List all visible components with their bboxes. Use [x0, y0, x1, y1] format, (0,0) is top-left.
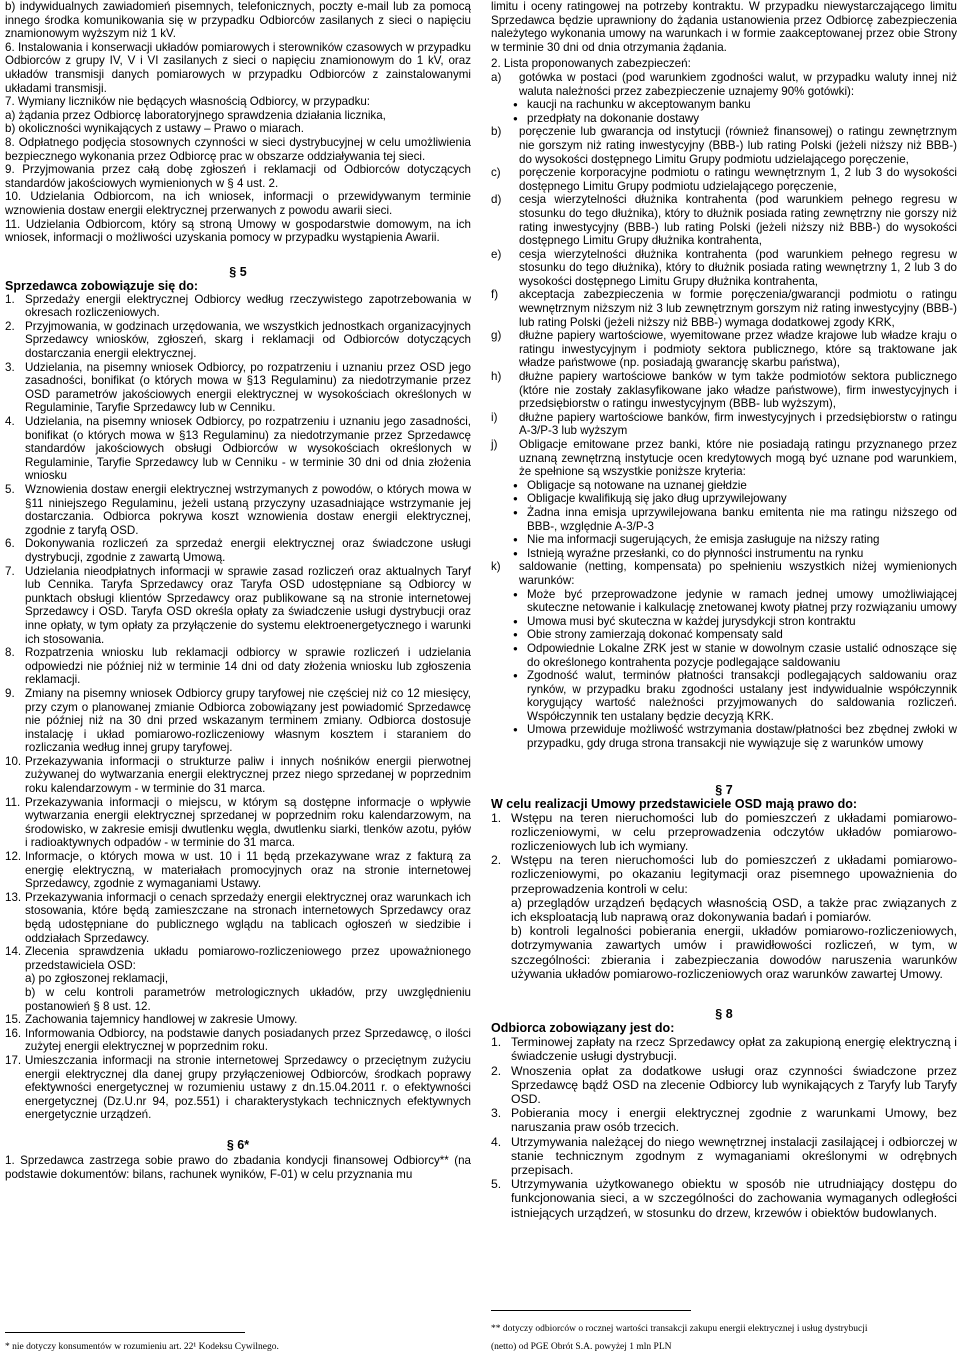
- bullet-icon: ●: [513, 100, 518, 110]
- section-5-item-text: Wznowienia dostaw energii elektrycznej wstrzymanych z powodów, o których mowa w §11 niniejszego Regulaminu, jeżeli ustaną przyczyny uzasadniające wstrzymanie jej dostarczania. Odbiorca pokrywa koszt wznowienia dostaw energii elektrycznej, zgodnie z taryfą OSD.: [25, 483, 471, 537]
- paragraph-6-2: 2. Lista proponowanych zabezpieczeń:: [491, 57, 691, 71]
- collateral-item: [491, 125, 957, 166]
- item-j-bullet-text: Nie ma informacji sugerujących, że emisja zasługuje na niższy rating: [527, 533, 880, 547]
- collateral-item: [491, 438, 957, 479]
- section-5-item: [5, 796, 471, 850]
- section-8-item-text: Wnoszenia opłat za dodatkowe usługi oraz czynności świadczone przez Sprzedawcę bądź OSD na zlecenie Odbiorcy lub wynikających z Taryfy lub Taryfy OSD.: [511, 1063, 957, 1106]
- section-5-item-number: 6.: [5, 537, 15, 551]
- footnote-right-line-1: ** dotyczy odbiorców o rocznej wartości transakcji zakupu energii elektrycznej i usług dystrybucji: [491, 1324, 868, 1334]
- section-7-item-text: Wstępu na teren nieruchomości lub do pomieszczeń z układami pomiarowo-rozliczeniowymi, po okazaniu legitymacji oraz pisemnego upoważnienia do przeprowadzenia kontroli w celu:: [511, 853, 957, 896]
- section-6-paragraph-1: 1. Sprzedawca zastrzega sobie prawo do zbadania kondycji finansowej Odbiorcy** (na podstawie dokumentów: bilans, rachunek wyników, F-01) w celu przyznania mu: [5, 1153, 471, 1181]
- section-7-item-number: 1.: [491, 810, 502, 825]
- section-8-item-text: Utrzymywania należącej do niego wewnętrznej instalacji zasilającej i odbiorczej w stanie technicznym zgodnym z wymaganiami określonymi w odrębnych przepisach.: [511, 1134, 957, 1177]
- section-5-item-text: Przekazywania informacji o strukturze paliw i innych nośników energii pierwotnej zużywanej do wytwarzania energii elektrycznej przez niego sprzedanej w poprzednim roku kalendarzowym - w terminie do 31 marca.: [25, 754, 471, 796]
- section-5-item: [5, 1013, 471, 1027]
- section-5-item: [5, 891, 471, 945]
- section-5-item-number: 12.: [5, 850, 22, 864]
- collateral-item-text: akceptacja zabezpieczenia w formie poręczenia/gwarancji podmiotu o ratingu wewnętrznym niższym niż 3 lub zewnętrznym gorszym niż rating inwestycyjny (BBB-) lub rating Polski (jeżeli niższy niż BBB-) wymaga dodatkowej zgody KRK,: [519, 288, 957, 329]
- section-5-item: [5, 850, 471, 891]
- section-5-item-text: Rozpatrzenia wniosku lub reklamacji odbiorcy w sprawie rozliczeń i udzielania odpowiedzi nie później niż w terminie 14 dni od daty złożenia wniosku lub zgłoszenia reklamacji.: [25, 646, 471, 687]
- item-14b: b) w celu kontroli parametrów metrologicznych układów, przy uwzględnieniu postanowień § 8 ust. 12.: [25, 985, 471, 1013]
- collateral-item-text: dłużne papiery wartościowe banków w tym także podmiotów sektora publicznego (które nie zostały zaklasyfikowane jako władze państwowe), firm inwestycyjnych i przedsiębiorstw o ratingu inwestycyjnym (BBB- lub wyższym),: [519, 370, 957, 411]
- section-7-item: [491, 853, 957, 896]
- item-j-bullets: [491, 479, 957, 561]
- item-j-bullet: [491, 547, 957, 561]
- item-k-bullet: [491, 723, 957, 750]
- collateral-item-text: dłużne papiery wartościowe, wyemitowane przez władze krajowe lub władze kraju o ratingu inwestycyjnym i podmioty sektora publicznego, które są traktowane jak władze państwowe (np. posiadają gwarancję skarbu państwa),: [519, 329, 957, 370]
- section-8-item: [491, 1035, 957, 1063]
- section-5-item-number: 5.: [5, 483, 15, 496]
- item-j-bullet: [491, 506, 957, 533]
- section-5-item: [5, 646, 471, 687]
- footnote-separator-right: [491, 1310, 691, 1311]
- paragraph-4-11: 11. Udzielania Odbiorcom, który są stroną Umowy w gospodarstwie domowym, na ich wniosek, informacji o możliwości uzyskania pomocy w przypadku wystąpienia Awarii.: [5, 217, 471, 245]
- section-5-item-number: 10.: [5, 754, 22, 768]
- section-5-item: [5, 1054, 471, 1122]
- collateral-item: [491, 193, 957, 247]
- section-5-item-text: Przyjmowania, w godzinach urzędowania, we wszystkich jednostkach organizacyjnych Sprzedawcy wniosków, zgłoszeń, skarg i reklamacji od Odbiorców dotyczących dostarczania energii elektrycznej.: [25, 319, 471, 361]
- section-8-item-number: 1.: [491, 1035, 502, 1050]
- paragraph-6-1-continued: limitu i oceny ratingowej na potrzeby kontraktu. W przypadku niewystarczającego limitu Sprzedawca będzie uprawniony do żądania ustanowienia przez Odbiorcę zabezpieczenia należytego wykonania umowy na warunkach i w formie zaakceptowanej przez obie Strony w terminie 30 dni od dnia otrzymania żądania.: [491, 0, 957, 54]
- collateral-list: [491, 125, 957, 478]
- bullet-icon: ●: [513, 589, 518, 599]
- section-5-item: [5, 565, 471, 647]
- section-5-item-text: Zlecenia sprawdzenia układu pomiarowo-rozliczeniowego przez upoważnionego przedstawiciela OSD:: [25, 945, 471, 972]
- item-k: [491, 560, 957, 587]
- section-5-item: [5, 537, 471, 564]
- item-k-label: k): [491, 560, 501, 574]
- section-5-item-number: 15.: [5, 1013, 22, 1027]
- section-8-item-text: Utrzymywania użytkowanego obiektu w sposób nie utrudniający dostępu do funkcjonowania sieci, a w szczególności do zachowania wymaganych odległości istniejących urządzeń, w stosunku do drzew, krzewów i obiektów budowlanych.: [511, 1177, 957, 1220]
- section-5-item: [5, 415, 471, 483]
- collateral-item: [491, 248, 957, 289]
- section-5-item-text: Zachowania tajemnicy handlowej w zakresie Umowy.: [25, 1013, 298, 1027]
- item-k-bullet-text: Umowa przewiduje możliwość wstrzymania dostaw/płatności bez zbędnej zwłoki w przypadku, gdy druga strona transakcji nie wywiązuje się z warunków umowy: [527, 723, 957, 751]
- paragraph-4-7b: b) okoliczności wynikających z ustawy – Prawo o miarach.: [5, 122, 304, 136]
- item-k-bullet-text: Umowa musi być skuteczna w każdej jurysdykcji stron kontraktu: [527, 614, 856, 628]
- footnote-left: * nie dotyczy konsumentów w rozumieniu art. 22¹ Kodeksu Cywilnego.: [5, 1342, 279, 1352]
- section-5-item-text: Przekazywania informacji o cenach sprzedaży energii elektrycznej oraz warunkach ich stosowania, które będą zamieszczane na stronach internetowych Sprzedawcy oraz będą udostępniane do publicznego wglądu na tablicach ogłoszeń w siedzibie i oddziałach Sprzedawcy.: [25, 890, 471, 945]
- section-8-item-text: Terminowej zapłaty na rzecz Sprzedawcy opłat za zakupioną energię elektryczną i świadczenie usługi dystrybucji.: [511, 1035, 957, 1064]
- section-8-item-number: 4.: [491, 1134, 502, 1149]
- bullet-icon: ●: [513, 725, 518, 735]
- section-5-item-text: Udzielania, na pisemny wniosek Odbiorcy, po rozpatrzeniu i uznaniu jego zasadności, bonifikat (o których mowa w §13 Regulaminu) za niedotrzymanie przez Sprzedawcę standardów jakościowych obsługi Odbiorców w wysokościach określonych w Regulaminie, Taryfie Sprzedawcy lub w Cenniku - w terminie 30 dni od dnia złożenia wniosku: [25, 415, 471, 483]
- collateral-item-text: poręczenie lub gwarancja od instytucji (również finansowej) o ratingu zewnętrznym nie gorszym niż rating inwestycyjny (BBB-) lub rating Polski (jeżeli niższy niż BBB-) do wysokości dostępnego Limitu Grupy podmiotu udzielającego poręczenie,: [519, 125, 957, 166]
- section-8-heading: Odbiorca zobowiązany jest do:: [491, 1021, 675, 1036]
- section-8-item-number: 3.: [491, 1106, 502, 1121]
- section-5-item: [5, 320, 471, 361]
- item-2a-text: gotówka w postaci (pod warunkiem zgodności walut, w przypadku waluty innej niż waluta należności przez zabezpieczenie uznajemy 90% gotówki):: [519, 70, 957, 98]
- section-5-heading: Sprzedawca zobowiązuje się do:: [5, 278, 199, 293]
- section-5-title: § 5: [229, 264, 247, 279]
- item-k-bullet-text: Zgodność walut, terminów płatności transakcji podlegających saldowaniu oraz rynków, w przypadku braku zgodności ustalany jest indywidualnie współczynnik korygujący wartość należności przyjmowanych do saldowania rozliczeń. Współczynnik ten ustalany będzie decyzją KRK.: [527, 669, 957, 723]
- section-5-item: [5, 361, 471, 415]
- item-j-bullet: [491, 479, 957, 493]
- paragraph-5b: b) indywidualnych zawiadomień pisemnych, telefonicznych, poczty e-mail lub za pomocą innego środka komunikowania się w przypadku Odbiorców zasilanych z sieci o napięciu znamionowym wyższym niż 1 kV.: [5, 0, 471, 41]
- paragraph-4-7a: a) żądania przez Odbiorcę laboratoryjnego sprawdzenia działania licznika,: [5, 108, 386, 122]
- paragraph-4-7: 7. Wymiany liczników nie będących własnością Odbiorcy, w przypadku:: [5, 95, 371, 109]
- item-2a-bullet: [491, 98, 957, 112]
- section-5-item-number: 13.: [5, 890, 22, 904]
- section-7-item-text: Wstępu na teren nieruchomości lub do pomieszczeń z układami pomiarowo-rozliczeniowymi, w celu przeprowadzenia odczytów układów pomiarowo-rozliczeniowych lub ich wymiany.: [511, 810, 957, 854]
- item-2a-label: a): [491, 70, 502, 84]
- bullet-icon: ●: [513, 507, 518, 517]
- section-7-list: [491, 811, 957, 896]
- section-5-item-number: 16.: [5, 1026, 22, 1040]
- collateral-item-number: g): [491, 329, 502, 343]
- bullet-icon: ●: [513, 671, 518, 681]
- section-5-item-text: Przekazywania informacji o miejscu, w którym są dostępne informacje o wpływie wytwarzania energii elektrycznej sprzedanej w poprzednim roku kalendarzowym, na środowisko, w zakresie emisji dwutlenku węgla, dwutlenku siarki, tlenków azotu, pyłów i radioaktywnych odpadów - w terminie do 31 marca.: [25, 795, 471, 850]
- section-5-item-number: 8.: [5, 646, 15, 660]
- section-5-item-number: 4.: [5, 415, 15, 429]
- section-5-item-text: Udzielania, na pisemny wniosek Odbiorcy, po rozpatrzeniu i uznaniu przez OSD jego zasadności, bonifikat (o których mowa w §13 Regulaminu) za niedotrzymanie przez OSD parametrów jakościowych energii elektrycznej w wysokościach określonych w Regulaminie, Taryfie Sprzedawcy lub w Cenniku.: [25, 360, 471, 415]
- section-5-item-number: 3.: [5, 360, 15, 374]
- section-5-item-text: Zmiany na pisemny wniosek Odbiorcy grupy taryfowej nie częściej niż co 12 miesięcy, przy czym o planowanej zmianie Odbiorca zobowiązany jest powiadomić Sprzedawcę nie później niż na 30 dni przed wskazanym terminem zmiany. Odbiorca dostosuje instalację i układ pomiarowo-rozliczeniowy własnym kosztem i staraniem do rozliczania według innej grupy taryfowej.: [25, 686, 471, 755]
- section-5-item-text: Sprzedaży energii elektrycznej Odbiorcy według rzeczywistego zapotrzebowania w okresach rozliczeniowych.: [25, 292, 471, 320]
- section-7-2b: b) kontroli legalności pobierania energii, układów pomiarowo-rozliczeniowych, dotrzymywania zawartych umów i prawidłowości rozliczeń, w tym, w szczególności: zbierania i zabezpieczania dowodów naruszenia warunków używania układów pomiarowo-rozliczeniowych oraz warunków zawartej Umowy.: [511, 924, 957, 981]
- paragraph-4-9: 9. Przyjmowania przez całą dobę zgłoszeń i reklamacji od Odbiorców dotyczących standardów jakościowych wymienionych w § 4 ust. 2.: [5, 163, 471, 190]
- item-k-bullet: [491, 628, 957, 642]
- collateral-item-text: cesja wierzytelności dłużnika kontrahenta (pod warunkiem pełnego regresu w stosunku do tego dłużnika), który to dłużnik posiada rating zewnętrzny nie gorszy niż rating inwestycyjny (BBB-) lub rating Polski (jeżeli niższy niż BBB-) do wysokości dostępnego Limitu Grupy dłużnika kontrahenta,: [519, 193, 957, 248]
- item-2a-bullet-text: kaucji na rachunku w akceptowanym banku: [527, 98, 751, 112]
- section-5-item-number: 11.: [5, 795, 21, 809]
- collateral-item-number: i): [491, 410, 498, 424]
- right-column: [491, 0, 957, 1220]
- section-5-item-text: Informacje, o których mowa w ust. 10 i 11 będą przekazywane wraz z fakturą za energię elektryczną, w materiałach promocyjnych oraz na stronie internetowej Sprzedawcy, zgodnie z wymaganiami Ustawy.: [25, 850, 471, 891]
- section-7-2a: a) przeglądów urządzeń będących własnością OSD, a także prac związanych z ich eksploatacją lub naprawą oraz dokonywania badań i pomiarów.: [511, 895, 957, 925]
- item-k-bullet: [491, 642, 957, 669]
- item-k-bullet: [491, 588, 957, 615]
- bullet-icon: ●: [513, 113, 518, 123]
- section-5-item-text: Dokonywania rozliczeń za sprzedaż energii elektrycznej oraz świadczone usługi dystrybucji, zgodnie z zawartą Umową.: [25, 537, 471, 564]
- section-7-heading: W celu realizacji Umowy przedstawiciele OSD mają prawo do:: [491, 796, 858, 811]
- footnote-separator-left: [5, 1332, 245, 1333]
- bullet-icon: ●: [513, 630, 518, 640]
- section-8-item: [491, 1177, 957, 1220]
- collateral-item-number: j): [491, 438, 498, 451]
- collateral-item-number: e): [491, 247, 502, 261]
- section-8-item-number: 5.: [491, 1177, 502, 1192]
- section-8-item: [491, 1064, 957, 1107]
- section-8-item-number: 2.: [491, 1063, 502, 1078]
- collateral-item: [491, 329, 957, 370]
- section-5-item: [5, 1027, 471, 1054]
- item-2a-bullet: [491, 112, 957, 126]
- left-column: [5, 0, 471, 1181]
- bullet-icon: ●: [513, 480, 518, 490]
- collateral-item-number: c): [491, 166, 501, 180]
- collateral-item-number: f): [491, 288, 499, 302]
- bullet-icon: ●: [513, 535, 518, 545]
- bullet-icon: ●: [513, 616, 518, 626]
- section-7-item-number: 2.: [491, 853, 502, 868]
- item-k-text: saldowanie (netting, kompensata) po spełnieniu wszystkich niżej wymienionych warunków:: [519, 560, 957, 587]
- item-2a-bullet-text: przedpłaty na dokonanie dostawy: [527, 111, 700, 125]
- collateral-item: [491, 288, 957, 329]
- item-j-bullet: [491, 492, 957, 506]
- paragraph-4-8: 8. Odpłatnego podjęcia stosownych czynności w sieci dystrybucyjnej w celu umożliwienia bezpiecznego wykonania przez Odbiorcę prac w obszarze oddziaływania tej sieci.: [5, 135, 471, 163]
- section-5-item: [5, 687, 471, 755]
- section-5-item-number: 14.: [5, 945, 22, 959]
- item-k-bullet-text: Może być przeprowadzone jedynie w ramach jednej umowy umożliwiającej skuteczne netowanie i kalkulację znetowanej kwoty płatnej przy rozwiązaniu umowy: [527, 587, 957, 615]
- section-5-item-text: Informowania Odbiorcy, na podstawie danych posiadanych przez Sprzedawcę, o ilości zużytej energii elektrycznej w poprzednim roku.: [25, 1026, 471, 1054]
- section-8-item: [491, 1106, 957, 1134]
- item-2a-bullets: [491, 98, 957, 125]
- section-7-title: § 7: [715, 782, 733, 797]
- section-5-list: [5, 293, 471, 973]
- section-5-item-number: 1.: [5, 292, 15, 306]
- collateral-item-number: b): [491, 125, 502, 139]
- section-5-item-number: 7.: [5, 564, 15, 578]
- item-j-bullet-text: Żadna inna emisja uprzywilejowana banku emitenta nie ma ratingu niższego od BBB-, względnie A-3/P-3: [527, 505, 957, 533]
- section-8-item: [491, 1135, 957, 1178]
- section-5-tail-list: [5, 1013, 471, 1122]
- item-2a: [491, 71, 957, 98]
- item-k-bullet: [491, 669, 957, 723]
- collateral-item-text: poręczenie korporacyjne podmiotu o ratingu wewnętrznym 1, 2 lub 3 do wysokości dostępnego Limitu Grupy podmiotu udzielającego poręczenie,: [519, 166, 957, 193]
- collateral-item-number: d): [491, 193, 502, 207]
- item-j-bullet-text: Obligacje kwalifikują się jako dług uprzywilejowany: [527, 492, 787, 506]
- collateral-item: [491, 166, 957, 193]
- section-5-item-number: 9.: [5, 686, 15, 700]
- section-5-item: [5, 945, 471, 972]
- paragraph-4-10: 10. Udzielania Odbiorcom, na ich wniosek, informacji o przewidywanym terminie wznowienia dostaw energii elektrycznej przerwanych z powodu awarii sieci.: [5, 190, 471, 217]
- section-5-item-text: Umieszczania informacji na stronie internetowej Sprzedawcy o przeciętnym zużyciu energii elektrycznej dla danej grupy przyłączeniowej Odbiorców, środkach poprawy efektywności energetycznej w rozumieniu ustawy z dn.15.04.2011 r. o efektywności energetycznej (Dz.U.nr 94, poz.551) i charakterystykach technicznych efektywnych energetycznie urządzeń.: [25, 1053, 471, 1122]
- collateral-item: [491, 370, 957, 411]
- collateral-item-text: cesja wierzytelności dłużnika kontrahenta (pod warunkiem pełnego regresu w stosunku do tego dłużnika), który to dłużnik posiada rating wewnętrzny 1, 2 lub 3 do wysokości dostępnego Limitu Grupy dłużnika kontrahenta,: [519, 247, 957, 288]
- collateral-item-number: h): [491, 370, 502, 384]
- item-j-bullet: [491, 533, 957, 547]
- collateral-item-text: dłużne papiery wartościowe banków, firm inwestycyjnych i przedsiębiorstw o ratingu A-3/P-3 lub wyższym: [519, 410, 957, 438]
- section-8-title: § 8: [715, 1007, 733, 1022]
- bullet-icon: ●: [513, 643, 518, 653]
- item-k-bullet-text: Obie strony zamierzają dokonać kompensaty sald: [527, 628, 783, 642]
- item-k-bullets: [491, 588, 957, 751]
- bullet-icon: ●: [513, 494, 518, 504]
- collateral-item-text: Obligacje emitowane przez banki, które nie posiadają ratingu przyznanego przez uznaną zewnętrzną instytucje ocen kredytowych mogą być uznane pod warunkiem, że spełnione są wszystkie poniższe kryteria:: [519, 438, 957, 479]
- section-6-title: § 6*: [226, 1137, 250, 1152]
- item-14a: a) po zgłoszonej reklamacji,: [25, 972, 169, 986]
- footnote-right-line-2: (netto) od PGE Obrót S.A. powyżej 1 mln PLN: [491, 1342, 672, 1352]
- section-5-item-text: Udzielania nieodpłatnych informacji w sprawie zasad rozliczeń oraz aktualnych Taryf lub Cennika. Taryfa Sprzedawcy oraz Taryfa OSD udostępniane są Odbiorcy w punktach obsługi klientów Sprzedawcy oraz publikowane są na stronie internetowej Sprzedawcy i OSD. Taryfa OSD określa opłaty za świadczenie usługi dystrybucji oraz inne opłaty, w tym opłaty za przyłączenie do systemu elektroenergetycznego i warunki ich stosowania.: [25, 564, 471, 646]
- section-5-item: [5, 293, 471, 320]
- item-j-bullet-text: Istnieją wyraźne przesłanki, co do płynności instrumentu na rynku: [527, 546, 864, 560]
- section-7-item: [491, 811, 957, 854]
- section-5-item-number: 2.: [5, 319, 15, 333]
- paragraph-4-6: 6. Instalowania i konserwacji układów pomiarowych i sterowników czasowych w przypadku Odbiorców z grupy IV, V i VI zasilanych z sieci o napięciu znamionowym do 1 kV, oraz układów transmisji danych pomiarowych w przypadku Odbiorców z zainstalowanymi układami transmisji.: [5, 40, 471, 95]
- section-8-list: [491, 1035, 957, 1220]
- item-k-bullet-text: Odpowiednie Lokalne ZRK jest w stanie w dowolnym czasie ustalić odnoszące się do określonego kontrahenta pozycje podlegające saldowaniu: [527, 641, 957, 669]
- bullet-icon: ●: [513, 548, 518, 558]
- section-5-item: [5, 483, 471, 537]
- item-k-bullet: [491, 615, 957, 629]
- section-5-item-number: 17.: [5, 1053, 22, 1067]
- item-j-bullet-text: Obligacje są notowane na uznanej giełdzie: [527, 478, 747, 492]
- collateral-item: [491, 411, 957, 438]
- section-8-item-text: Pobierania mocy i energii elektrycznej zgodnie z warunkami Umowy, bez naruszania praw osób trzecich.: [511, 1106, 957, 1135]
- section-5-item: [5, 755, 471, 796]
